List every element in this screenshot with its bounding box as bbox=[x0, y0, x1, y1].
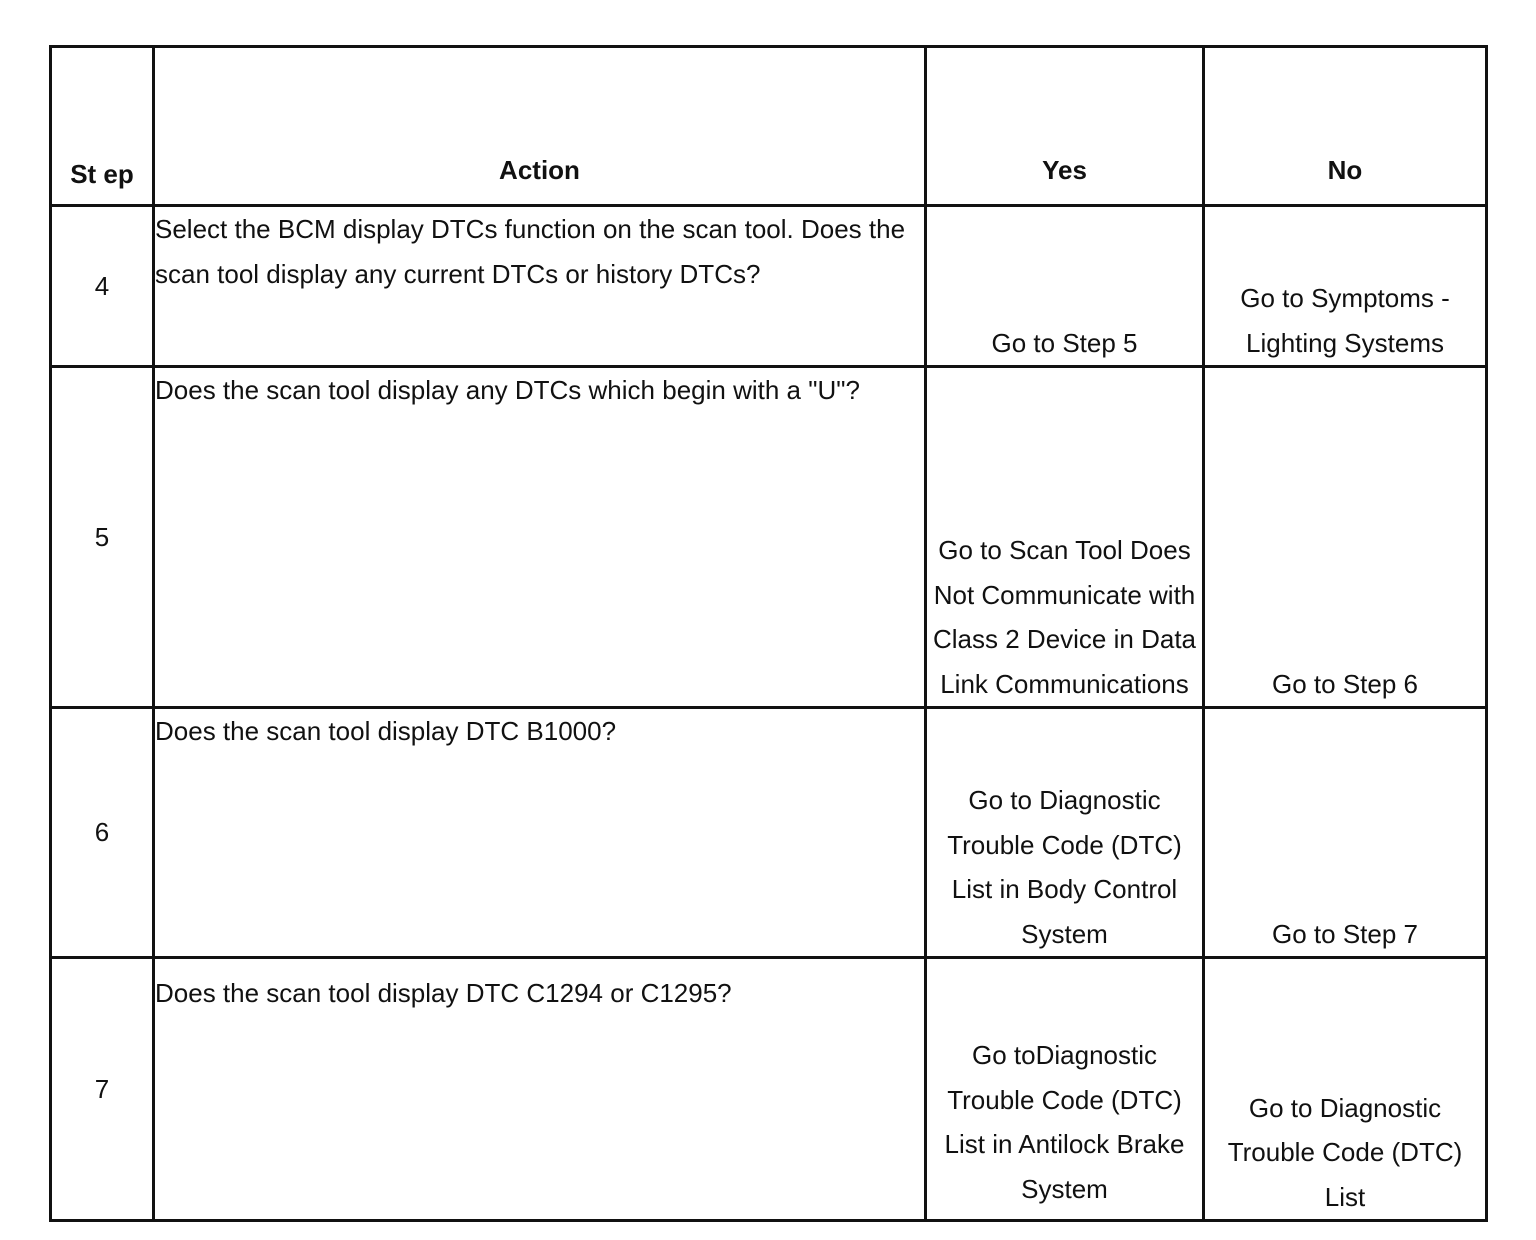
action-text: Does the scan tool display DTC B1000? bbox=[154, 708, 926, 958]
header-action: Action bbox=[154, 47, 926, 206]
table-row bbox=[51, 367, 1487, 708]
table-row bbox=[51, 206, 1487, 367]
table-header-row bbox=[51, 47, 1487, 206]
action-text: Does the scan tool display any DTCs which begin with a "U"? bbox=[154, 367, 926, 708]
header-step: St ep bbox=[51, 47, 154, 206]
action-text: Does the scan tool display DTC C1294 or C1295? bbox=[154, 958, 926, 1221]
no-result: Go to Step 7 bbox=[1204, 708, 1487, 958]
yes-result: Go to Diagnostic Trouble Code (DTC) List in Body Control System bbox=[926, 708, 1204, 958]
yes-result: Go to Step 5 bbox=[926, 206, 1204, 367]
header-yes: Yes bbox=[926, 47, 1204, 206]
header-no: No bbox=[1204, 47, 1487, 206]
table-row bbox=[51, 958, 1487, 1221]
yes-result: Go toDiagnostic Trouble Code (DTC) List in Antilock Brake System bbox=[926, 958, 1204, 1221]
step-number: 7 bbox=[51, 958, 154, 1221]
no-result: Go to Symptoms - Lighting Systems bbox=[1204, 206, 1487, 367]
step-number: 6 bbox=[51, 708, 154, 958]
no-result: Go to Step 6 bbox=[1204, 367, 1487, 708]
step-number: 4 bbox=[51, 206, 154, 367]
yes-result: Go to Scan Tool Does Not Communicate with Class 2 Device in Data Link Communications bbox=[926, 367, 1204, 708]
no-result: Go to Diagnostic Trouble Code (DTC) List bbox=[1204, 958, 1487, 1221]
table-row bbox=[51, 708, 1487, 958]
action-text: Select the BCM display DTCs function on the scan tool. Does the scan tool display any current DTCs or history DTCs? bbox=[154, 206, 926, 367]
diagnostic-table bbox=[49, 45, 1488, 1222]
step-number: 5 bbox=[51, 367, 154, 708]
